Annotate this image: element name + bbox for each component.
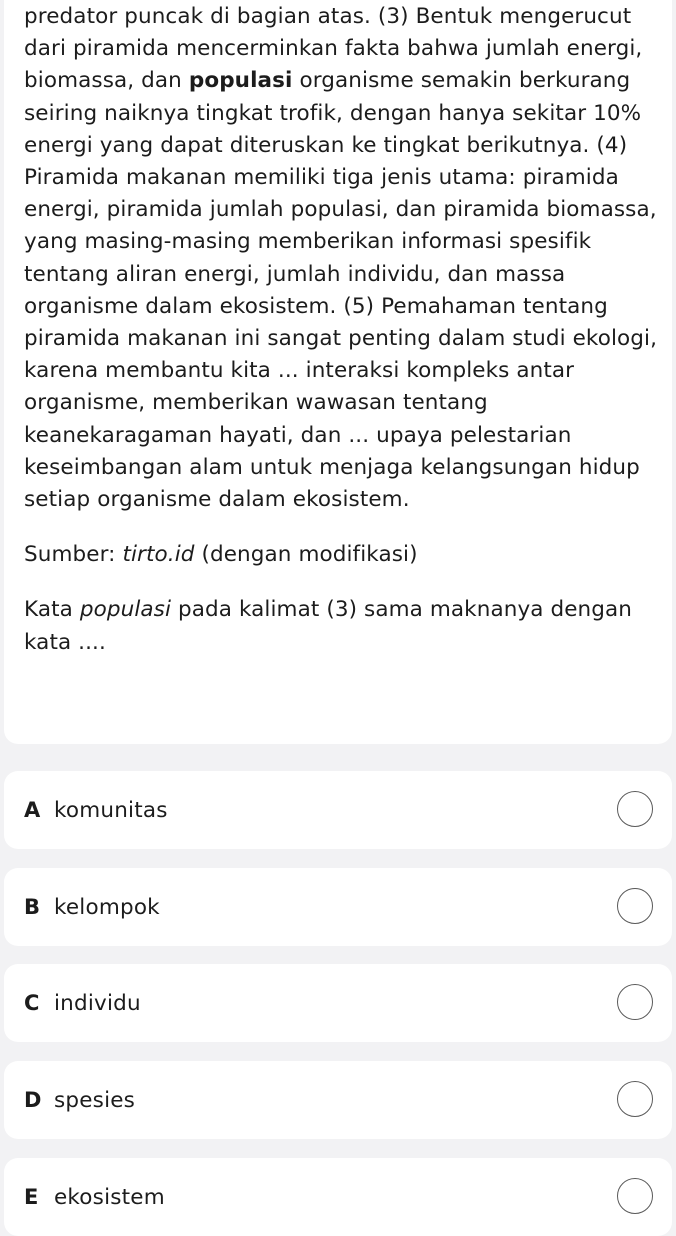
source-label: Sumber: [24, 542, 123, 568]
passage-part-1: predator puncak di bagian atas. (3) Bentuk mengerucut dari piramida mencerminkan fakta bahwa jumlah energi, biomassa, dan [24, 4, 643, 94]
prompt-after: pada kalimat (3) sama maknanya dengan kata .... [24, 597, 633, 655]
question-card [4, 0, 672, 744]
question-prompt [24, 594, 658, 658]
radio-button-icon[interactable] [617, 1081, 653, 1117]
option-letter: C [24, 991, 40, 1015]
passage-highlight-word: populasi [188, 68, 293, 94]
option-text: individu [54, 990, 141, 1016]
radio-button-icon[interactable] [617, 984, 653, 1020]
source-citation [24, 539, 658, 571]
option-letter: D [24, 1088, 42, 1112]
source-site: tirto.id [122, 542, 195, 568]
answer-option-d[interactable] [4, 1061, 672, 1139]
answer-option-c[interactable] [4, 964, 672, 1042]
prompt-italic-word: populasi [79, 597, 172, 623]
source-note: (dengan modifikasi) [194, 542, 418, 568]
passage-text [24, 1, 658, 516]
option-text: kelompok [54, 894, 160, 920]
option-text: spesies [54, 1087, 136, 1113]
option-text: komunitas [54, 797, 168, 823]
answer-option-e[interactable] [4, 1158, 672, 1236]
passage-part-2: organisme semakin berkurang seiring naiknya tingkat trofik, dengan hanya sekitar 10% energi yang dapat diteruskan ke tingkat berikutnya. (4) Piramida makanan memiliki tiga jenis utama: piramida energi, piramida jumlah populasi, dan piramida biomassa, yang masing-masing memberikan informasi spesifik tentang aliran energi, jumlah individu, dan massa organisme dalam ekosistem. (5) Pemahaman tentang piramida makanan ini sangat penting dalam studi ekologi, karena membantu kita ... interaksi kompleks antar organisme, memberikan wawasan tentang keanekaragaman hayati, dan ... upaya pelestarian keseimbangan alam untuk menjaga kelangsungan hidup setiap organisme dalam ekosistem. [24, 68, 658, 513]
option-letter: A [24, 798, 41, 822]
radio-button-icon[interactable] [617, 1178, 653, 1214]
answer-option-b[interactable] [4, 868, 672, 946]
prompt-before: Kata [24, 597, 80, 623]
answer-option-a[interactable] [4, 771, 672, 849]
option-letter: E [24, 1185, 39, 1209]
option-letter: B [24, 895, 41, 919]
option-text: ekosistem [54, 1184, 165, 1210]
radio-button-icon[interactable] [617, 888, 653, 924]
radio-button-icon[interactable] [617, 791, 653, 827]
